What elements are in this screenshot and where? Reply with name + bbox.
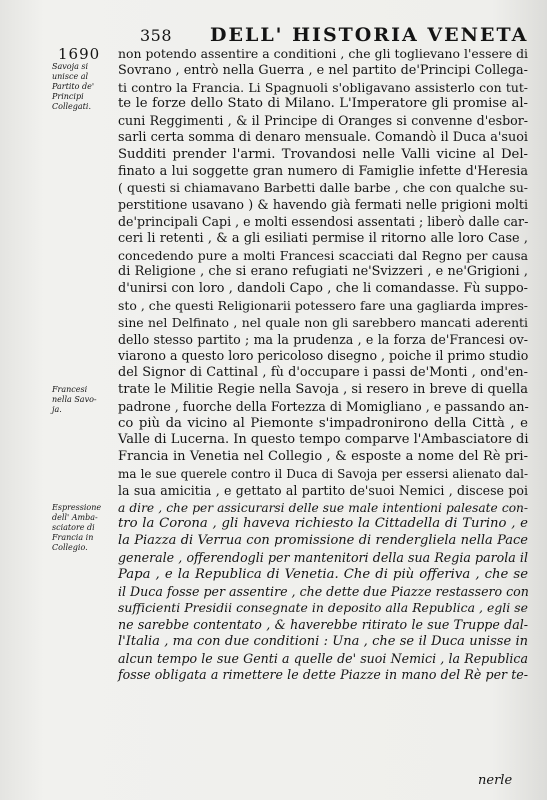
body-text <box>118 46 528 684</box>
text-line: tro la Corona , gli haveva richiesto la Cittadella di Turino , e <box>118 516 528 532</box>
text-line: sufficienti Presidii consegnate in deposito alla Republica , egli se <box>118 600 528 616</box>
margin-note-line: dell' Amba- <box>52 513 98 522</box>
margin-note-line: Espressione <box>52 503 102 512</box>
text-line: concedendo pure a molti Francesi scacciati dal Regno per causa <box>118 247 528 263</box>
margin-note-line: Francesi <box>52 385 88 394</box>
margin-note-line: nella Savo- <box>52 395 97 404</box>
text-line: ti contro la Francia. Li Spagnuoli s'obligavano assisterlo con tut- <box>118 79 528 95</box>
text-line: ceri li retenti , & a gli esiliati permise il ritorno alle loro Case , <box>118 230 528 246</box>
catchword: nerle <box>478 773 513 788</box>
text-line: del Signor di Cattinal , fù d'occupare i passi de'Monti , ond'en- <box>118 365 528 381</box>
text-line: ne sarebbe contentato , & haverebbe ritirato le sue Truppe dal- <box>118 617 528 633</box>
text-line: finato a lui soggette gran numero di Famiglie infette d'Heresia <box>118 163 528 179</box>
text-line: non potendo assentire a conditioni , che gli toglievano l'essere di <box>118 46 528 61</box>
text-line: te le forze dello Stato di Milano. L'Imperatore gli promise al- <box>118 96 528 112</box>
text-line: di Religione , che si erano refugiati ne'Svizzeri , e ne'Grigioni , <box>118 264 528 280</box>
margin-note-line: Francia in <box>52 533 94 542</box>
margin-note-line: Partito de' <box>52 82 95 91</box>
text-line: il Duca fosse per assentire , che dette due Piazze restassero con <box>118 583 529 599</box>
text-line: a dire , che per assicurarsi delle sue male intentioni palesate con- <box>118 500 528 515</box>
text-line: de'principali Capi , e molti essendosi assentati ; liberò dalle car- <box>118 213 529 229</box>
text-line: sine nel Delfinato , nel quale non gli sarebbero mancati aderenti <box>118 314 528 330</box>
text-line: trate le Militie Regie nella Savoja , si resero in breve di quella <box>118 381 528 397</box>
running-head: DELL' HISTORIA VENETA <box>210 24 529 46</box>
text-line: generale , offerendogli per mantenitori della sua Regia parola il <box>118 549 528 565</box>
text-line: Sudditi prender l'armi. Trovandosi nelle Valli vicine al Del- <box>118 146 528 162</box>
margin-note-line: ja. <box>52 405 62 414</box>
text-line: ( questi si chiamavano Barbetti dalle barbe , che con qualche su- <box>118 180 528 196</box>
text-line: co più da vicino al Piemonte s'impadronirono della Città , e <box>118 415 528 431</box>
margin-note-line: unisce al <box>52 72 89 81</box>
margin-note-savoja <box>52 62 110 112</box>
text-line: la Piazza di Verrua con promissione di rendergliela nella Pace <box>118 533 528 549</box>
text-line: la sua amicitia , e gettato al partito de'suoi Nemici , discese poi <box>118 482 528 498</box>
margin-note-line: Collegio. <box>52 543 88 552</box>
text-line: Papa , e la Republica di Venetia. Che di più offeriva , che se <box>118 566 528 582</box>
text-line: Valle di Lucerna. In questo tempo comparve l'Ambasciatore di <box>118 432 529 448</box>
margin-note-espressione <box>52 503 110 553</box>
margin-note-line: Principi <box>52 92 84 101</box>
text-line: Francia in Venetia nel Collegio , & esposte a nome del Rè pri- <box>118 449 528 465</box>
text-line: dello stesso partito ; ma la prudenza , e la forza de'Francesi ov- <box>118 331 528 347</box>
margin-note-line: sciatore di <box>52 523 95 532</box>
text-line: padrone , fuorche della Fortezza di Momigliano , e passando an- <box>118 398 529 414</box>
margin-note-line: Savoja si <box>52 62 89 71</box>
text-line: alcun tempo le sue Genti a quelle de' suoi Nemici , la Republica <box>118 650 528 666</box>
text-line: viarono a questo loro pericoloso disegno , poiche il primo studio <box>118 348 529 364</box>
page-number: 358 <box>140 26 173 45</box>
text-line: d'unirsi con loro , dandoli Capo , che li comandasse. Fù suppo- <box>118 281 528 297</box>
text-line: sto , che questi Religionarii potessero fare una gagliarda impres- <box>118 297 528 313</box>
text-line: perstitione usavano ) & havendo già fermati nelle prigioni molti <box>118 197 528 213</box>
text-line: sarli certa somma di denaro mensuale. Comandò il Duca a'suoi <box>118 129 528 145</box>
margin-note-line: Collegati. <box>52 102 91 111</box>
text-line: Sovrano , entrò nella Guerra , e nel partito de'Principi Collega- <box>118 62 528 78</box>
margin-note-francesi <box>52 385 110 415</box>
text-line: ma le sue querele contro il Duca di Savoja per essersi alienato dal- <box>118 466 528 481</box>
text-line: cuni Reggimenti , & il Principe di Oranges si convenne d'esbor- <box>118 113 528 129</box>
text-line: fosse obligata a rimettere le dette Piazze in mano del Rè per te- <box>118 667 528 683</box>
text-line: l'Italia , ma con due conditioni : Una , che se il Duca unisse in <box>118 633 528 649</box>
margin-year: 1690 <box>58 45 101 63</box>
